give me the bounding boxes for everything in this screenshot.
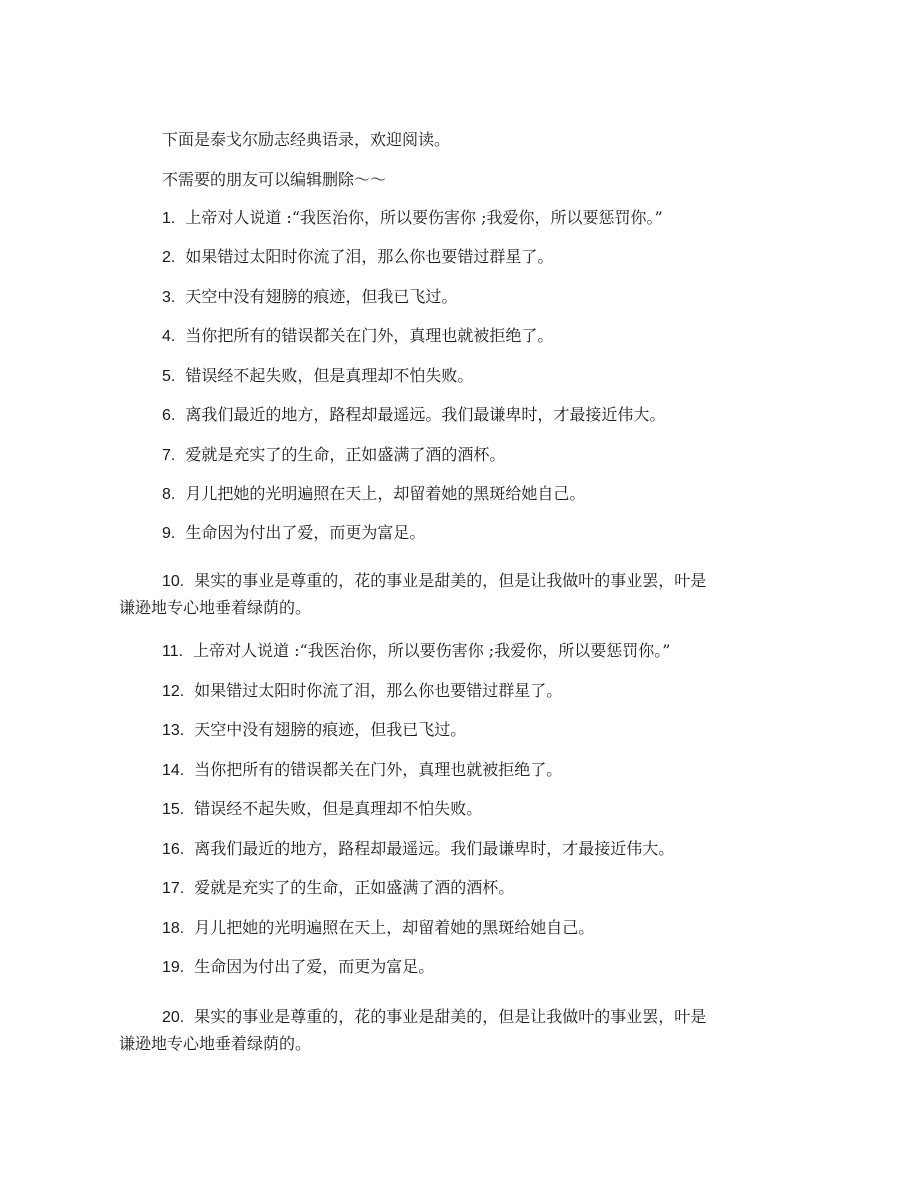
item-text: 离我们最近的地方，路程却最遥远。我们最谦卑时，才最接近伟大。 [194,839,675,858]
item-number: 3. [162,289,176,306]
item-text: 天空中没有翅膀的痕迹，但我已飞过。 [185,287,458,306]
item-number: 14. [162,762,185,779]
item-text: 果实的事业是尊重的，花的事业是甜美的，但是让我做叶的事业罢，叶是 [194,571,707,590]
list-item [162,799,482,820]
item-number: 12. [162,683,185,700]
item-number: 7. [162,447,176,464]
item-number: 19. [162,959,185,976]
list-item [162,484,585,505]
item-number: 10. [162,573,185,590]
item-text: 当你把所有的错误都关在门外，真理也就被拒绝了。 [185,326,554,345]
list-item [162,878,514,899]
list-item [162,405,665,426]
list-item [162,287,457,308]
item-text: 如果错过太阳时你流了泪，那么你也要错过群星了。 [185,247,554,266]
item-text: 上帝对人说道 :“我医治你，所以要伤害你 ;我爱你，所以要惩罚你。” [193,641,671,660]
item-number: 11. [162,643,184,660]
list-item [162,957,434,978]
list-item [119,1004,762,1057]
list-item [119,568,762,621]
item-text: 错误经不起失败，但是真理却不怕失败。 [185,366,474,385]
list-item [162,523,425,544]
item-number: 13. [162,722,185,739]
intro-line-2: 不需要的朋友可以编辑删除～～ [162,170,387,189]
item-text: 月儿把她的光明遍照在天上，却留着她的黑斑给她自己。 [194,918,595,937]
item-text: 上帝对人说道 :“我医治你，所以要伤害你 ;我爱你，所以要惩罚你。” [185,208,663,227]
item-text: 如果错过太阳时你流了泪，那么你也要错过群星了。 [194,681,563,700]
list-item [162,720,466,741]
list-item [162,760,562,781]
item-number: 18. [162,920,185,937]
item-number: 1. [162,210,176,227]
item-number: 5. [162,368,176,385]
list-item [162,326,553,347]
list-item [162,839,674,860]
item-number: 4. [162,328,176,345]
item-text: 错误经不起失败，但是真理却不怕失败。 [194,799,483,818]
item-text-continuation: 谦逊地专心地垂着绿荫的。 [119,1034,312,1053]
item-number: 9. [162,525,176,542]
list-item [162,445,505,466]
item-number: 6. [162,407,176,424]
item-text: 月儿把她的光明遍照在天上，却留着她的黑斑给她自己。 [185,484,586,503]
item-number: 2. [162,249,176,266]
item-number: 16. [162,841,185,858]
list-item [162,247,553,268]
item-number: 20. [162,1009,185,1026]
item-text: 爱就是充实了的生命，正如盛满了酒的酒杯。 [194,878,515,897]
item-text: 当你把所有的错误都关在门外，真理也就被拒绝了。 [194,760,563,779]
list-item [162,208,663,229]
item-number: 17. [162,880,185,897]
item-text: 离我们最近的地方，路程却最遥远。我们最谦卑时，才最接近伟大。 [185,405,666,424]
intro-line-1: 下面是泰戈尔励志经典语录，欢迎阅读。 [162,130,451,149]
list-item [162,641,670,662]
item-text: 爱就是充实了的生命，正如盛满了酒的酒杯。 [185,445,506,464]
item-text-continuation: 谦逊地专心地垂着绿荫的。 [119,598,312,617]
list-item [162,681,562,702]
item-text: 生命因为付出了爱，而更为富足。 [194,957,435,976]
list-item [162,366,473,387]
item-text: 生命因为付出了爱，而更为富足。 [185,523,426,542]
item-text: 天空中没有翅膀的痕迹，但我已飞过。 [194,720,467,739]
list-item [162,918,594,939]
item-number: 8. [162,486,176,503]
item-text: 果实的事业是尊重的，花的事业是甜美的，但是让我做叶的事业罢，叶是 [194,1007,707,1026]
item-number: 15. [162,801,185,818]
